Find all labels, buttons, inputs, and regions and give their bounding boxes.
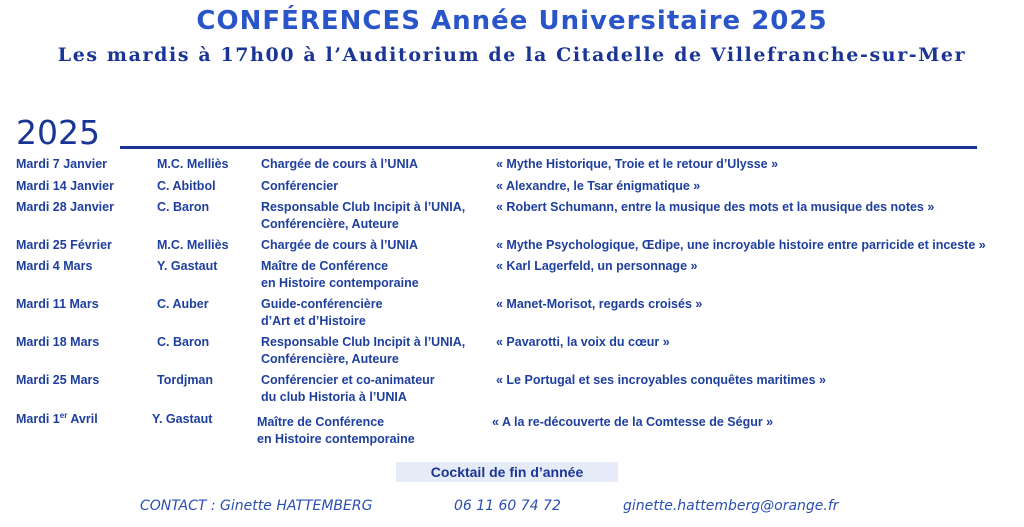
row-date: Mardi 7 Janvier [16, 157, 108, 171]
row-role [261, 334, 465, 368]
row-date: Mardi 4 Mars [16, 259, 93, 273]
row-date: Mardi 14 Janvier [16, 179, 114, 193]
row-speaker: C. Baron [157, 335, 210, 349]
row-date: Mardi 25 Février [16, 238, 112, 252]
year-heading: 2025 [16, 113, 100, 152]
row-topic: « A la re-découverte de la Comtesse de Ségur » [492, 415, 774, 429]
row-speaker: M.C. Melliès [157, 238, 229, 252]
contact-label: CONTACT : Ginette HATTEMBERG [140, 498, 373, 514]
row-role [261, 237, 418, 254]
row-role-line: en Histoire contemporaine [261, 276, 419, 290]
row-role-line: Maître de Conférence [261, 259, 389, 273]
row-role [261, 296, 383, 330]
row-speaker: M.C. Melliès [157, 157, 229, 171]
row-date-prefix: Mardi 1 [16, 412, 60, 426]
row-date: Mardi 11 Mars [16, 297, 99, 311]
row-date-suffix: Avril [67, 412, 98, 426]
row-role-line: Chargée de cours à l’UNIA [261, 157, 418, 171]
row-topic: « Alexandre, le Tsar énigmatique » [496, 179, 701, 193]
row-role-line: Responsable Club Incipit à l’UNIA, [261, 335, 466, 349]
row-date: Mardi 25 Mars [16, 373, 100, 387]
row-role-line: Conférencier [261, 179, 339, 193]
row-role-line: Responsable Club Incipit à l’UNIA, [261, 200, 466, 214]
row-role [261, 178, 338, 195]
row-date-sup: er [59, 410, 68, 420]
row-role-line: Conférencière, Auteure [261, 217, 399, 231]
row-topic: « Mythe Historique, Troie et le retour d’Ulysse » [496, 157, 779, 171]
row-speaker: C. Baron [157, 200, 210, 214]
row-date [16, 411, 98, 428]
row-topic: « Manet-Morisot, regards croisés » [496, 297, 703, 311]
row-role [261, 199, 465, 233]
row-role [261, 258, 419, 292]
row-role [261, 156, 418, 173]
row-role-line: d’Art et d’Histoire [261, 314, 366, 328]
row-role-line: Conférencier et co-animateur [261, 373, 435, 387]
page-title: CONFÉRENCES Année Universitaire 2025 [196, 6, 828, 36]
row-role [257, 414, 415, 448]
row-topic: « Mythe Psychologique, Œdipe, une incroyable histoire entre parricide et inceste » [496, 238, 986, 252]
row-speaker: C. Abitbol [157, 179, 216, 193]
row-speaker: Y. Gastaut [157, 259, 218, 273]
row-speaker: Y. Gastaut [152, 412, 213, 426]
row-topic: « Robert Schumann, entre la musique des mots et la musique des notes » [496, 200, 935, 214]
row-topic: « Pavarotti, la voix du cœur » [496, 335, 670, 349]
contact-phone: 06 11 60 74 72 [454, 498, 561, 514]
row-role-line: Maître de Conférence [257, 415, 385, 429]
row-topic: « Karl Lagerfeld, un personnage » [496, 259, 698, 273]
row-role-line: en Histoire contemporaine [257, 432, 415, 446]
page-subtitle: Les mardis à 17h00 à l’Auditorium de la Citadelle de Villefranche-sur-Mer [57, 44, 967, 66]
row-role [261, 372, 435, 406]
row-role-line: du club Historia à l’UNIA [261, 390, 407, 404]
contact-email: ginette.hattemberg@orange.fr [623, 498, 839, 514]
row-role-line: Guide-conférencière [261, 297, 383, 311]
heading-rule [120, 146, 977, 149]
row-role-line: Conférencière, Auteure [261, 352, 399, 366]
cocktail-banner: Cocktail de fin d’année [396, 462, 618, 482]
row-date: Mardi 18 Mars [16, 335, 100, 349]
row-date: Mardi 28 Janvier [16, 200, 114, 214]
row-topic: « Le Portugal et ses incroyables conquêtes maritimes » [496, 373, 826, 387]
row-role-line: Chargée de cours à l’UNIA [261, 238, 418, 252]
row-speaker: C. Auber [157, 297, 209, 311]
row-speaker: Tordjman [157, 373, 214, 387]
